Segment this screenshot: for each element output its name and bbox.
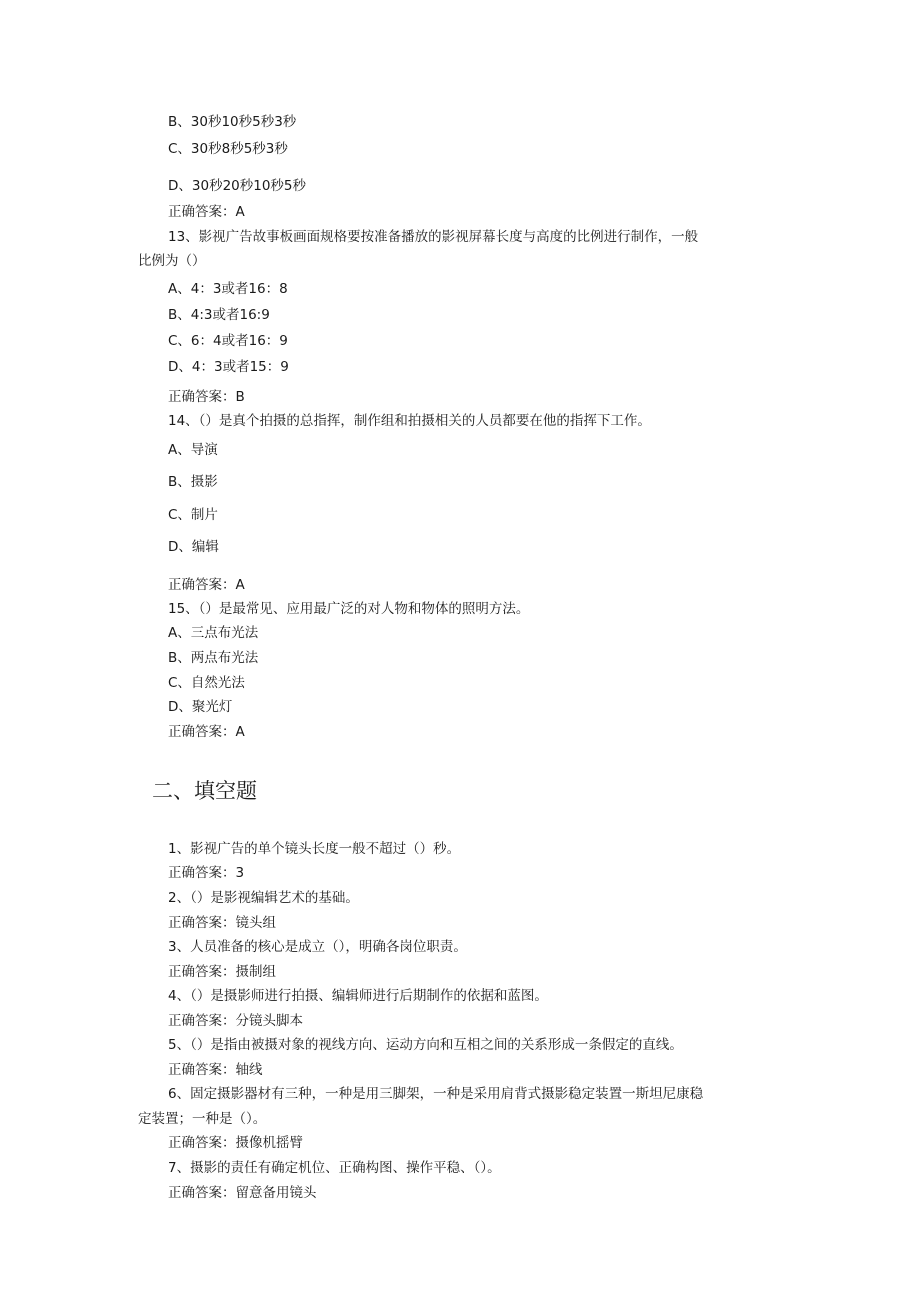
q15-option-b: B、两点布光法 — [168, 650, 259, 666]
fill-a3: 正确答案：摄制组 — [168, 964, 276, 980]
q15-option-c: C、自然光法 — [168, 675, 245, 691]
fill-q6: 6、固定摄影器材有三种，一种是用三脚架，一种是采用肩背式摄影稳定装置一斯坦尼康稳 — [168, 1086, 704, 1102]
q14-option-d: D、编辑 — [168, 539, 219, 555]
fill-a7: 正确答案：留意备用镜头 — [168, 1185, 317, 1201]
q14-stem: 14、（）是真个拍摄的总指挥，制作组和拍摄相关的人员都要在他的指挥下工作。 — [168, 413, 651, 429]
q14-option-a: A、导演 — [168, 442, 218, 458]
fill-a6: 正确答案：摄像机摇臂 — [168, 1135, 303, 1151]
fill-a2: 正确答案：镜头组 — [168, 915, 276, 931]
q13-option-c: C、6：4或者16：9 — [168, 333, 288, 349]
fill-q4: 4、（）是摄影师进行拍摄、编辑师进行后期制作的依据和蓝图。 — [168, 988, 548, 1004]
fill-a4: 正确答案：分镜头脚本 — [168, 1013, 303, 1029]
fill-a1: 正确答案：3 — [168, 865, 245, 881]
q13-answer: 正确答案：B — [168, 389, 245, 405]
q14-option-c: C、制片 — [168, 507, 218, 523]
q13-stem: 13、影视广告故事板画面规格要按准备播放的影视屏幕长度与高度的比例进行制作，一般 — [168, 229, 699, 245]
q12-option-d: D、30秒20秒10秒5秒 — [168, 178, 307, 194]
section-heading: 二、填空题 — [152, 779, 257, 803]
q13-stem-cont: 比例为（） — [138, 253, 206, 269]
q15-answer: 正确答案：A — [168, 724, 245, 740]
q15-stem: 15、（）是最常见、应用最广泛的对人物和物体的照明方法。 — [168, 601, 530, 617]
fill-q2: 2、（）是影视编辑艺术的基础。 — [168, 890, 359, 906]
q15-option-a: A、三点布光法 — [168, 625, 259, 641]
fill-q3: 3、人员准备的核心是成立（），明确各岗位职责。 — [168, 939, 467, 955]
q12-option-c: C、30秒8秒5秒3秒 — [168, 141, 288, 157]
q12-option-b: B、30秒10秒5秒3秒 — [168, 114, 297, 130]
q13-option-d: D、4：3或者15：9 — [168, 359, 289, 375]
fill-q1: 1、影视广告的单个镜头长度一般不超过（）秒。 — [168, 841, 461, 857]
q14-answer: 正确答案：A — [168, 577, 245, 593]
q12-answer: 正确答案：A — [168, 204, 245, 220]
q13-option-a: A、4：3或者16：8 — [168, 281, 288, 297]
fill-q5: 5、（）是指由被摄对象的视线方向、运动方向和互相之间的关系形成一条假定的直线。 — [168, 1037, 683, 1053]
q14-option-b: B、摄影 — [168, 474, 218, 490]
q15-option-d: D、聚光灯 — [168, 699, 233, 715]
q13-option-b: B、4:3或者16:9 — [168, 307, 270, 323]
fill-a5: 正确答案：轴线 — [168, 1062, 263, 1078]
fill-q6-cont: 定装置；一种是（）。 — [138, 1111, 267, 1127]
fill-q7: 7、摄影的责任有确定机位、正确构图、操作平稳、（）。 — [168, 1160, 501, 1176]
